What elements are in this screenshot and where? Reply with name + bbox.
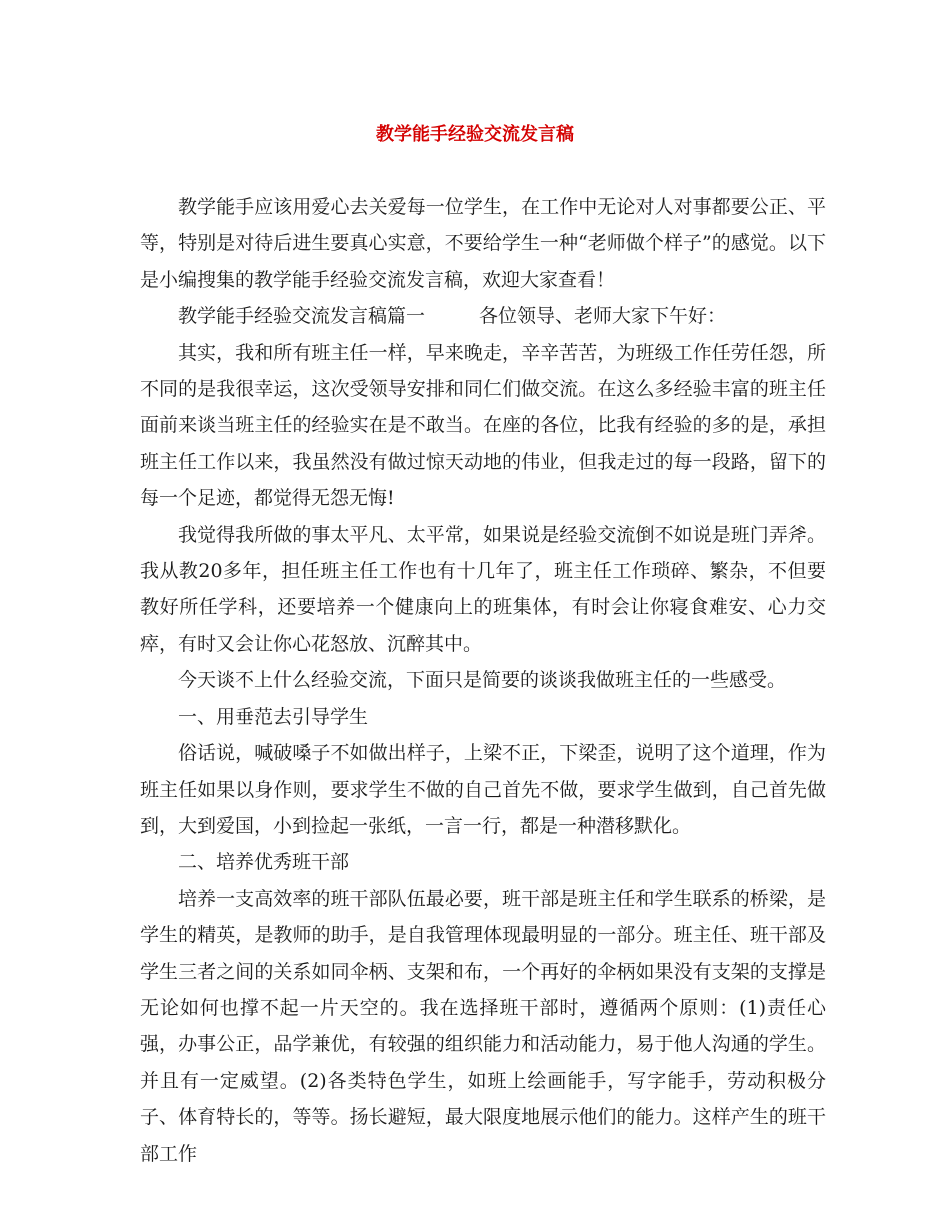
greeting: 各位领导、老师大家下午好：	[479, 305, 727, 328]
section-1-paragraph: 俗话说，喊破嗓子不如做出样子，上梁不正，下梁歪，说明了这个道理，作为班主任如果以身作则，要求学生不做的自己首先不做，要求学生做到，自己首先做到，大到爱国，小到捡起一张纸，一言一行，都是一种潜移默化。	[140, 742, 826, 837]
section-2-heading: 二、培养优秀班干部	[178, 851, 350, 874]
section-1-heading: 一、用垂范去引导学生	[178, 705, 369, 728]
article-heading-line	[140, 298, 826, 334]
article-heading: 教学能手经验交流发言稿篇一	[178, 305, 426, 328]
body-paragraph-2: 我觉得我所做的事太平凡、太平常，如果说是经验交流倒不如说是班门弄斧。我从教20多年，担任班主任工作也有十几年了，班主任工作琐碎、繁杂，不但要教好所任学科，还要培养一个健康向上的班集体，有时会让你寝食难安、心力交瘁，有时又会让你心花怒放、沉醉其中。	[140, 523, 826, 655]
document-title: 教学能手经验交流发言稿	[376, 124, 574, 145]
body-paragraph-1: 其实，我和所有班主任一样，早来晚走，辛辛苦苦，为班级工作任劳任怨，所不同的是我很幸运，这次受领导安排和同仁们做交流。在这么多经验丰富的班主任面前来谈当班主任的经验实在是不敢当。在座的各位，比我有经验的多的是，承担班主任工作以来，我虽然没有做过惊天动地的伟业，但我走过的每一段路，留下的每一个足迹，都觉得无怨无悔!	[140, 341, 826, 510]
intro-paragraph: 教学能手应该用爱心去关爱每一位学生，在工作中无论对人对事都要公正、平等，特别是对待后进生要真心实意，不要给学生一种“老师做个样子”的感觉。以下是小编搜集的教学能手经验交流发言稿，欢迎大家查看！	[140, 196, 826, 291]
body-paragraph-3: 今天谈不上什么经验交流，下面只是简要的谈谈我做班主任的一些感受。	[178, 669, 787, 692]
section-2-paragraph: 培养一支高效率的班干部队伍最必要，班干部是班主任和学生联系的桥梁，是学生的精英，是教师的助手，是自我管理体现最明显的一部分。班主任、班干部及学生三者之间的关系如同伞柄、支架和布，一个再好的伞柄如果没有支架的支撑是无论如何也撑不起一片天空的。我在选择班干部时，遵循两个原则：(1)责任心强，办事公正，品学兼优，有较强的组织能力和活动能力，易于他人沟通的学生。并且有一定威望。(2)各类特色学生，如班上绘画能手，写字能手，劳动积极分子、体育特长的，等等。扬长避短，最大限度地展示他们的能力。这样产生的班干部工作	[140, 887, 826, 1165]
document-body	[140, 189, 826, 1172]
